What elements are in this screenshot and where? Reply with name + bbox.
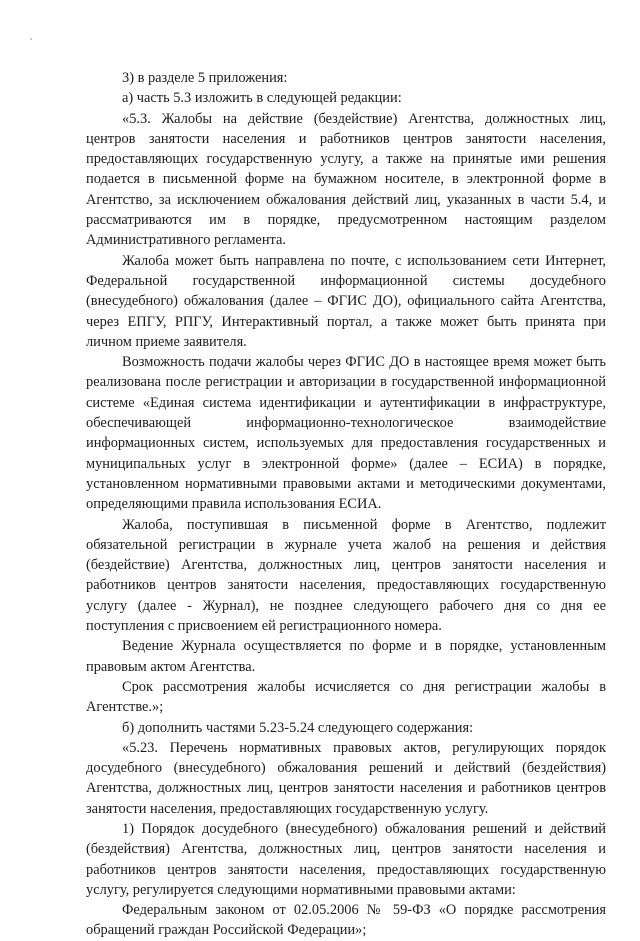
paragraph: Жалоба, поступившая в письменной форме в Агентство, подлежит обязательной регистрации в журнале учета жалоб на решения и действия (бездействие) Агентства, должностных лиц, центров занятости населения и работников центров занятости населения, предоставляющих государственную услугу (далее - Журнал), не позднее следующего рабочего дня со дня ее поступления с присвоением ей регистрационного номера.: [86, 516, 606, 635]
paragraph: а) часть 5.3 изложить в следующей редакции:: [122, 90, 402, 107]
paragraph: Срок рассмотрения жалобы исчисляется со дня регистрации жалобы в Агентстве.»;: [86, 678, 606, 716]
paragraph: «5.23. Перечень нормативных правовых актов, регулирующих порядок досудебного (внесудебного) обжалования решений и действий (бездействия) Агентства, должностных лиц, центров занятости населения и работников центров занятости населения, предоставляющих государственную услугу.: [86, 739, 606, 817]
paragraph: Ведение Журнала осуществляется по форме и в порядке, установленным правовым актом Агентства.: [86, 638, 606, 675]
paragraph: «5.3. Жалобы на действие (бездействие) Агентства, должностных лиц, центров занятости населения и работников центров занятости населения, предоставляющих государственную услугу, а также на принятые ими решения подается в письменной форме на бумажном носителе, в электронной форме в Агентство, за исключением обжалования действий лиц, указанных в части 5.4, и рассматриваются им в порядке, предусмотренном настоящим разделом Административного регламента.: [86, 110, 606, 249]
paragraph: Федеральным законом от 02.05.2006 № 59-ФЗ «О порядке рассмотрения обращений граждан Российской Федерации»;: [86, 902, 606, 939]
paragraph: 1) Порядок досудебного (внесудебного) обжалования решений и действий (бездействия) Агентства, должностных лиц, центров занятости населения и работников центров занятости населения, предоставляющих государственную услугу, регулируется следующими нормативными правовыми актами:: [86, 820, 606, 898]
paragraph: 3) в разделе 5 приложения:: [122, 70, 288, 86]
scan-speck: [30, 38, 32, 40]
document-body: [86, 68, 606, 941]
paragraph: Жалоба может быть направлена по почте, с использованием сети Интернет, Федеральной государственной информационной системы досудебного (внесудебного) обжалования (далее – ФГИС ДО), официального сайта Агентства, через ЕПГУ, РПГУ, Интерактивный портал, а также может быть принята при личном приеме заявителя.: [86, 252, 606, 350]
paragraph: Возможность подачи жалобы через ФГИС ДО в настоящее время может быть реализована после регистрации и авторизации в государственной информационной системе «Единая система идентификации и аутентификации в инфраструктуре, обеспечивающей информационно-технологическое взаимодействие информационных систем, используемых для предоставления государственных и муниципальных услуг в электронной форме» (далее – ЕСИА) в порядке, установленном нормативными правовыми актами и методическими документами, определяющими правила использования ЕСИА.: [86, 354, 606, 513]
paragraph: б) дополнить частями 5.23-5.24 следующего содержания:: [122, 719, 474, 736]
